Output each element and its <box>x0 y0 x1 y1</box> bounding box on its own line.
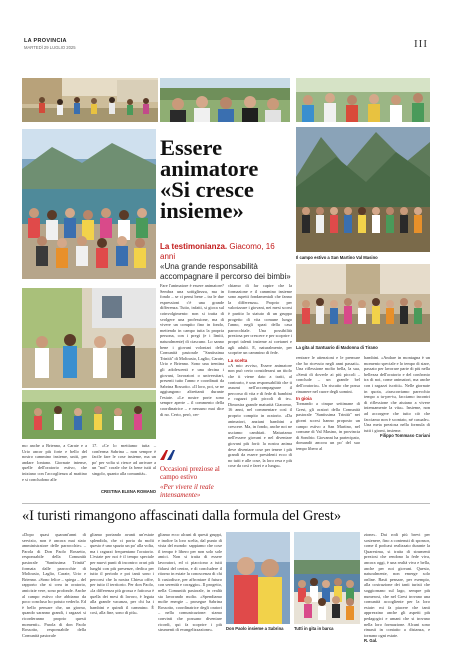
photo-kids-courtyard <box>22 78 158 122</box>
article2-text-col-3: gliamo ecco alcuni di questi gruppi, e inoltre la loro scelta, dal punto di vista del mondo: sappiamo che cose il tempo è libero per non solo sole amici. Non si tratta di essere lavoratori, ed ci piacciono a tutti fidarsi del centro, e di concludere il ritorno in estate la conoscenza di chi li custodisce, per affrontare il futuro con serenità e coraggio». Il progetto, nella Comunità pastorale, in realtà sta lavorando molto. «Spendiamo molte energie – prosegue Sabrina Rossotto, coordinatrice degli oratori – nella comunicazione: siamo convinti che possano diventare ricordi, qui fa scoprire i più strumenti di evangelizzazione». <box>158 532 222 633</box>
article-text-col-mid-1: Fare l'animatore è essere animatore? Sembra una sottigliezza, ma in fondo – se ci pensi bene – tra le due espressioni c'è una grande differenza. Tutto, infatti, si gioca sul coinvolgimento: non si tratta di svolgere una professione, ma di vivere un compito fino in fondo, mettendo in campo tutta la propria persona, con i pregi (e i limiti, naturalmente) di ciascuno. Lo sanno bene i giovani volontari della Comunità pastorale "Santissima Trinità" di Moltrasio, Laglio, Carate, Urio e Brienno. Sono una trentina gli adolescenti e una decina i giovani, lavoratori o universitari, presenti tutto l'anno e coordinati da Sabrina Rossotto. «Il loro, poi, se ne aggiungono altrettanti durante l'estate. «Le nostre porte sono sempre aperte – il commento della coordinatrice – e nessuno mai dice di no. Certo, però, cer- <box>160 283 224 417</box>
photo-don-paolo-sabrina <box>226 532 290 624</box>
photo-boat-trip <box>294 532 360 624</box>
kicker-label: La testimonianza. <box>160 242 228 251</box>
subhead-gioia: In gioia <box>296 396 312 402</box>
masthead-name: LA PROVINCIA <box>24 38 67 44</box>
page-number: III <box>414 38 428 50</box>
article-text-col-left-1: mo anche a Brienno, a Carate e a Urio ancor più forte e bello del nostro cammino insieme, uniti, per andare lontano. Giornate intense, quelle dell'oratorio estivo, che iniziano con l'accoglienza al mattino e si concludono alle <box>22 443 87 482</box>
article-text-col-mid-3: rentrare le attenzioni e le premure che ho ricevuto negli anni passati». Una riflessione molto bella, la sua, «Senti di doverle ai più piccoli – conclude – un grande bel dell'oratorio». Un riscatto che possa rimanere nel cuore degli uomini. <box>296 355 360 394</box>
pull-quote-box <box>160 447 220 499</box>
quote-marks-icon <box>160 450 176 460</box>
byline-left: CRISTINA ELENA ROMANO <box>100 489 156 494</box>
article-text-col-left-2: 17. «Ce lo mettiamo tutta – conferma Sabrina – non sempre è facile fare le cose insieme, ma un po' per volta si riesce ad arrivare a un "noi" corale che fa bene tutti al singolo, quanto alla comunità». <box>92 443 156 476</box>
caption-sanctuary-trip: La gita al Santuario di Madonna di Tirano <box>296 345 378 350</box>
article-text-col-mid-2b: «A mio avviso, Essere animatore non può certo considerarsi un titolo che ti viene dato a tratti, al contrario, è una responsabilità che ti assumi nell'accompagnare il percorso di vita e di fede di bambini e ragazzi più piccoli di te». Dimostra grande maturità Giacomo, 16 anni, nel commentare così il proprio compito in oratorio. «Da animatori, anziani bambini a crescere. Ma, in fondo, anche noi ne usciamo cambiati. Maturiamo nell'essere giovani e nel diventare giovani più forti: la nostra anima deve diventare cose per tenere i più grandi da essere presidenti ecco di no tutti e alle cose, la loro resa e più cose da così e farei e a lunga». <box>228 362 292 469</box>
subhead-scelta: La scelta <box>228 357 248 363</box>
masthead-date: MARTEDÌ 29 LUGLIO 2025 <box>24 45 76 50</box>
headline-second: «I turisti rimangono affascinati dalla formula del Grest» <box>22 508 341 524</box>
caption-boat-trip: Tutti in gita in barca <box>294 626 334 631</box>
article-col-mid-3 <box>296 355 360 452</box>
article-col-mid-2 <box>228 283 292 469</box>
photo-outdoor-group <box>296 78 430 122</box>
photo-kids-lawn <box>22 390 156 439</box>
article-col-mid-4 <box>364 355 430 438</box>
caption-don-paolo: Don Paolo insieme a Sabrina <box>226 626 284 631</box>
kicker-name: Giacomo, 16 anni <box>160 242 275 261</box>
kicker <box>160 242 292 282</box>
headline: Essere animatore «Si cresce insieme» <box>160 135 259 223</box>
article2-text-col-2: gliamo portando avanti un'estate splendida, che ci porta da molti questo è uno spazio un po' alla volta, ma i ragazzi frequentano l'oratorio. L'estate per noi è il tempo speciale per nuovi punti di incontro: orari più lunghi con più presenze, dedica per tutto il periodo e poi tanti sono i percorsi che la nostra Chiesa offre, per tutto il territorio. Per don Paolo, «la differenza più grossa e faticosa è quella dei mesi di lavoro, è legata alla grande vacanza, per chi ha i bambini e quindi il cammino. È così, alla fine, sono di più». <box>90 532 154 616</box>
byline-mid: Filippo Tommaso Coriani <box>380 433 430 439</box>
pull-quote-sub: «Per vivere il reale intensamente» <box>160 483 214 499</box>
caption-summer-camp: Il campo estivo a San Martino Val Masino <box>296 255 378 260</box>
article-text-col-mid-4: bambini. «Andare in montagna è un momento speciale e lo tempo di stare, passato per lavorare parte di più nella bellezza dell'oratorio e del confronto tra di noi, come animatori, ma anche con i ragazzi iscritti». Nelle giornate in quota, «trascorriamo parecchio tempo a tu-per-tu, facciamo incontri di riflessione che aiutano a vivere intensamente la vita». Insieme, non ad accorgere che tutto ciò che facciamo non è scontato, né casuale». Una meta preziosa nella formula di tutti i giorni, insieme. <box>364 355 430 433</box>
photo-lake-group <box>22 129 156 279</box>
photo-summer-camp <box>296 127 430 252</box>
article2-text-col-1: «Dopo quasi quarant'anni di servizio, non è ancora mai stato amministratore delle parrocchie» – Parola di Don Paolo Rossetto, responsabile della Comunità pastorale "Santissima Trinità" formata dalle parrocchie di Moltrasio, Laglio, Carate, Urio e Brienno. «Sono felice – spiega – del rapporto che si crea in oratorio, amicizie vere, sono profonde. Anche al campo estivo che abbiamo da poco concluso ho potuto vederlo. Ed è bello pensare che, un giorno, quando saranno grandi, i ragazzi si ricorderanno proprio questi momenti». Parola di don Paolo Rossotto, responsabile della Comunità pastorale <box>22 532 86 638</box>
photo-group-selfie <box>160 78 290 122</box>
photo-sanctuary-trip <box>296 264 430 342</box>
byline-bottom: R. Gal. <box>364 638 378 644</box>
article2-text-col-4: zione». Dai rodi più brevi per sostenere, fino a contenuti di sponsor, come il podcast realizzato durante la Quaresima, si tratta di strumenti preziosi che rendono la fede viva, ancora oggi, è una realtà viva e bella, anche per noi giovani. Questo, naturalmente, non emerge solo online. Basti pensare, per esempio, alla costruzione dei tanti turisti che soggiornano sul lago, sempre più numerosi, che nel Grest trovano una comunità accogliente per la loro estate: mi fa piacere che tanti apprezzino anche gli aspetti più pedagogici e umani che si trovano nella loro formazione. Alcuni sono rimasti in contatto a distanza, e tornano ogni estate. <box>364 532 430 638</box>
kicker-quote: «Una grande responsabilità accompagnare il percorso dei bimbi» <box>160 262 291 281</box>
article-text-col-mid-3b: Tornando a cinque settimane di Grest, gli oratori della Comunità pastorale "Santissima Trinità" nei giorni scorsi hanno proposto un campo estivo a San Martino, nel comune di Val Masino, in provincia di Sondrio. Giovanni ha partecipato, domandò ancora un po' del suo tempo libero al <box>296 401 360 451</box>
pull-quote-head: Occasioni preziose al campo estivo <box>160 465 220 481</box>
article-text-col-mid-2: chiamo di far capire che la formazione e il cammino insieme sono aspetti fondamentali che fanno la differenza». Proprio per valorizzare i giovani, nei mesi scorsi è partito lo statuto di un gruppo progetto di vita comune lungo l'anno, negli spazi della casa parrocchiale. Una possibilità preziosa per crescere e per scoprire i propri talenti insieme ai coetanei e agli adulti. E, naturalmente, per scoprire un cammino di fede. <box>228 283 292 356</box>
article2-col-4 <box>364 532 430 643</box>
photo-children-oratorio <box>22 288 156 388</box>
section-divider <box>22 503 430 504</box>
